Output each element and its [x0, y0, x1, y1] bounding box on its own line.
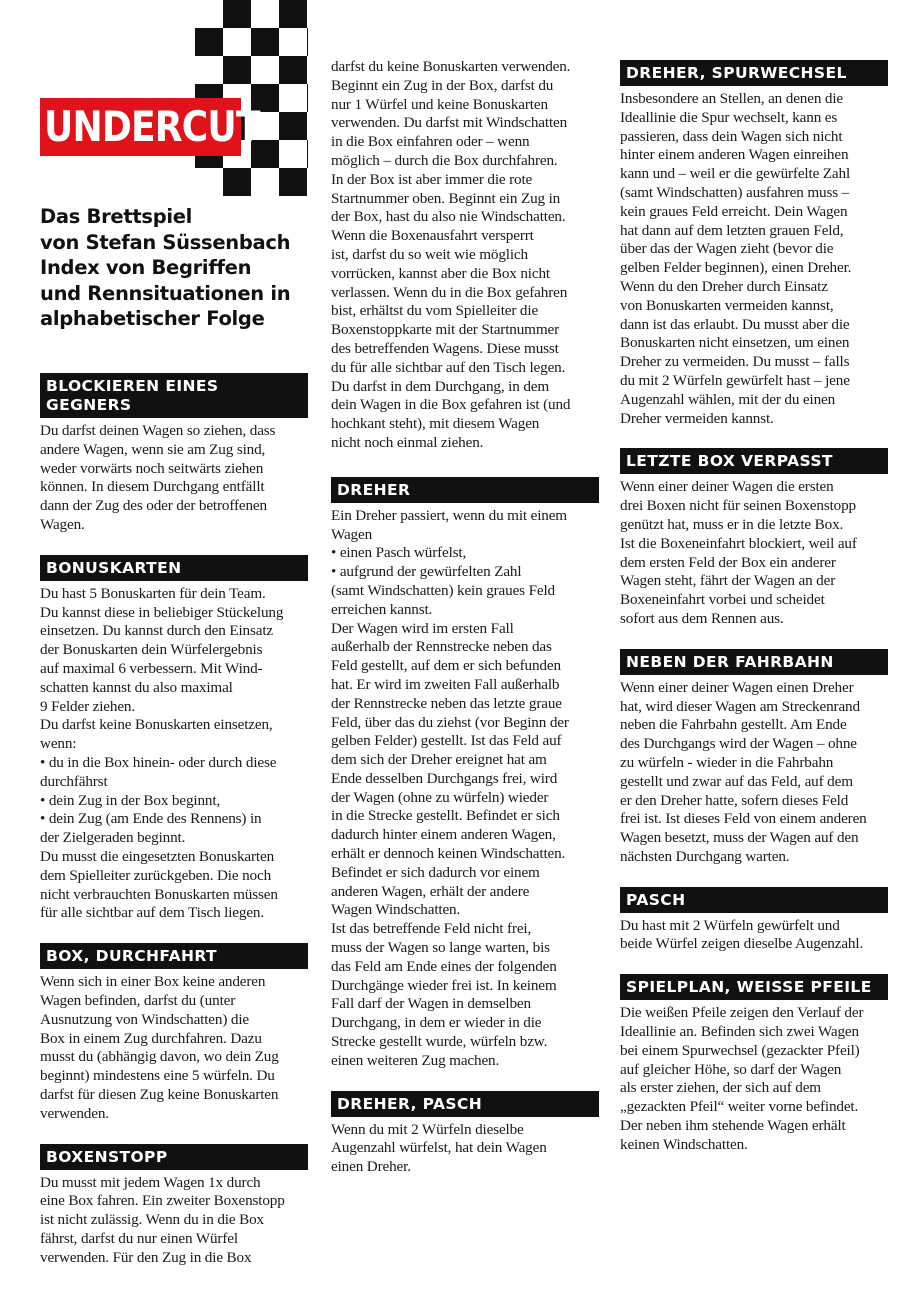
section-heading: SPIELPLAN, WEISSE PFEILE — [620, 974, 888, 1000]
section-heading: NEBEN DER FAHRBAHN — [620, 649, 888, 675]
section-text: Du hast mit 2 Würfeln gewürfelt und beide Würfel zeigen dieselbe Augenzahl. — [620, 916, 864, 953]
section-text: Ein Dreher passiert, wenn du mit einem Wagen • einen Pasch würfelst, • aufgrund der gewürfelten Zahl (samt Windschatten) kein graues Feld erreichen kannst. Der Wagen wird im ersten Fall außerhalb der Rennstrecke neben das Feld gestellt, auf dem er sich befunden hat. Er wird im zweiten Fall außerhalb der Rennstrecke neben das letzte graue Feld, über das du ziehst (vor Beginn der gelben Felder) gestellt. Ist das Feld auf dem sich der Dreher ereignet hat am Ende desselben Durchgangs frei, wird der Wagen (ohne zu würfeln) wieder in die Strecke gestellt. Befindet er sich dadurch hinter einem anderen Wagen, erhält er dennoch keinen Windschatten. Befindet er sich dadurch vor einem anderen Wagen, erhält der andere Wagen Windschatten. Ist das betreffende Feld nicht frei, muss der Wagen so lange warten, bis das Feld am Ende eines der folgenden Durchgänge wieder frei ist. In keinem Fall darf der Wagen in demselben Durchgang, in dem er wieder in die Strecke gestellt wurde, würfeln bzw. einen weiteren Zug machen. — [331, 506, 569, 1069]
section-text: Du musst mit jedem Wagen 1x durch eine Box fahren. Ein zweiter Boxenstopp ist nicht zulässig. Wenn du in die Box fährst, darfst du nur einen Würfel verwenden. Für den Zug in die Box — [40, 1173, 285, 1266]
section-text: Wenn einer deiner Wagen einen Dreher hat, wird dieser Wagen am Streckenrand neben die Fahrbahn gestellt. Am Ende des Durchgangs wird der Wagen – ohne zu würfeln - wieder in die Fahrbahn gestellt und zwar auf das Feld, auf dem er den Dreher hatte, sofern dieses Feld frei ist. Ist dieses Feld von einem anderen Wagen besetzt, muss der Wagen auf den nächsten Durchgang warten. — [620, 678, 867, 865]
section-text: Insbesondere an Stellen, an denen die Ideallinie die Spur wechselt, kann es passieren, dass dein Wagen sich nicht hinter einem anderen Wagen einreihen kann und – weil er die gewürfelte Zahl (samt Windschatten) ausfahren muss – kein graues Feld erreicht. Dein Wagen hat dann auf dem letzten grauen Feld, über das der Wagen zieht (bevor die gelben Felder beginnen), einen Dreher. Wenn du den Dreher durch Einsatz von Bonuskarten vermeiden kannst, dann ist das erlaubt. Du musst aber die Bonuskarten nicht einsetzen, um einen Dreher zu vermeiden. Du musst – falls du mit 2 Würfeln gewürfelt hast – jene Augenzahl wählen, mit der du einen Dreher vermeiden kannst. — [620, 90, 852, 427]
section-blockieren — [40, 373, 308, 535]
section-text: Du darfst deinen Wagen so ziehen, dass andere Wagen, wenn sie am Zug sind, weder vorwärts noch seitwärts ziehen können. In diesem Durchgang entfällt dann der Zug des oder der betroffenen Wagen. — [40, 422, 276, 533]
section-dreher — [331, 477, 599, 1071]
section-heading: BLOCKIEREN EINES GEGNERS — [40, 373, 308, 418]
section-dreher-pasch — [331, 1091, 599, 1177]
section-boxenstopp-continued — [331, 58, 599, 453]
section-heading: BOXENSTOPP — [40, 1144, 308, 1170]
section-heading: BONUSKARTEN — [40, 555, 308, 581]
section-text: Wenn einer deiner Wagen die ersten drei Boxen nicht für seinen Boxenstopp genützt hat, muss er in die letzte Box. Ist die Boxeneinfahrt blockiert, weil auf dem ersten Feld der Box ein anderer Wagen steht, fährt der Wagen an der Boxeneinfahrt vorbei und scheidet sofort aus dem Rennen aus. — [620, 478, 857, 627]
section-text: Wenn sich in einer Box keine anderen Wagen befinden, darfst du (unter Ausnutzung von Windschatten) die Box in einem Zug durchfahren. Dazu musst du (abhängig davon, wo dein Zug beginnt) mindestens eine 5 würfeln. Du darfst für diesen Zug keine Bonuskarten verwenden. — [40, 973, 279, 1122]
column-2 — [331, 58, 599, 1197]
section-heading: PASCH — [620, 887, 888, 913]
section-text: Die weißen Pfeile zeigen den Verlauf der Ideallinie an. Befinden sich zwei Wagen bei einem Spurwechsel (gezackter Pfeil) auf gleicher Höhe, so darf der Wagen als erster ziehen, der sich auf dem „gezackten Pfeil“ weiter vorne befindet. Der neben ihm stehende Wagen erhält keinen Windschatten. — [620, 1004, 864, 1153]
logo-text: UNDERCUT — [44, 102, 260, 151]
logo-banner — [40, 98, 260, 156]
section-bonuskarten — [40, 555, 308, 923]
section-heading: DREHER — [331, 477, 599, 503]
logo — [40, 0, 308, 196]
section-spielplan — [620, 974, 888, 1154]
section-letzte-box — [620, 448, 888, 628]
section-heading: DREHER, SPURWECHSEL — [620, 60, 888, 86]
section-heading: LETZTE BOX VERPASST — [620, 448, 888, 474]
section-text: darfst du keine Bonuskarten verwenden. Beginnt ein Zug in der Box, darfst du nur 1 Würfel und keine Bonuskarten verwenden. Du darfst mit Windschatten in die Box einfahren oder – wenn möglich – durch die Box durchfahren. In der Box ist aber immer die rote Startnummer oben. Beginnt ein Zug in der Box, hast du also nie Windschatten. Wenn die Boxenausfahrt versperrt ist, darfst du so weit wie möglich vorrücken, kannst aber die Box nicht verlassen. Wenn du in die Box gefahren bist, erhältst du vom Spielleiter die Boxenstoppkarte mit der Startnummer des betreffenden Wagens. Diese musst du für alle sichtbar auf den Tisch legen. Du darfst in dem Durchgang, in dem dein Wagen in die Box gefahren ist (und hochkant steht), mit diesem Wagen nicht noch einmal ziehen. — [331, 58, 571, 451]
section-boxenstopp — [40, 1144, 308, 1268]
section-heading: DREHER, PASCH — [331, 1091, 599, 1117]
section-heading: BOX, DURCHFAHRT — [40, 943, 308, 969]
section-neben-fahrbahn — [620, 649, 888, 867]
column-1 — [40, 373, 308, 1287]
section-box-durchfahrt — [40, 943, 308, 1123]
column-3 — [620, 60, 888, 1175]
section-text: Wenn du mit 2 Würfeln dieselbe Augenzahl würfelst, hat dein Wagen einen Dreher. — [331, 1120, 547, 1176]
section-text: Du hast 5 Bonuskarten für dein Team. Du kannst diese in beliebiger Stückelung einsetzen. Du kannst durch den Einsatz der Bonuskarten dein Würfelergebnis auf maximal 6 verbessern. Mit Wind- schatten kannst du also maximal 9 Felder ziehen. Du darfst keine Bonuskarten einsetzen, wenn: • du in die Box hinein- oder durch diese durchfährst • dein Zug in der Box beginnt, • dein Zug (am Ende des Rennens) in der Zielgeraden beginnt. Du musst die eingesetzten Bonuskarten dem Spielleiter zurückgeben. Die noch nicht verbrauchten Bonuskarten müssen für alle sichtbar auf dem Tisch liegen. — [40, 584, 284, 922]
document-title: Das Brettspiel von Stefan Süssenbach Index von Begriffen und Rennsituationen in alphabetischer Folge — [40, 205, 291, 331]
section-pasch — [620, 887, 888, 955]
section-dreher-spurwechsel — [620, 60, 888, 428]
